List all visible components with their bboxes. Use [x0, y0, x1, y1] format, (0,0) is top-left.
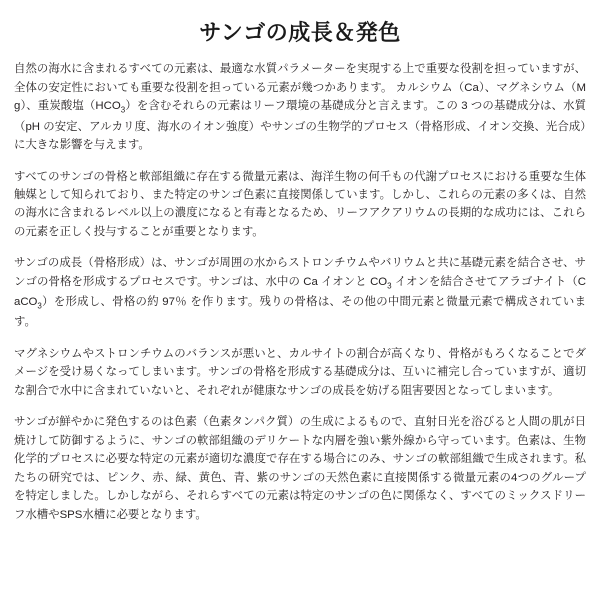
page-title: サンゴの成長＆発色 [199, 20, 401, 45]
paragraph-3: サンゴの成長（骨格形成）は、サンゴが周囲の水からストロンチウムやバリウムと共に基礎元素を結合させ、サンゴの骨格を形成するプロセスです。サンゴは、水中の Ca イオンと $CO_3$ イオンを結合させてアラゴナイト（CaCO$_3$）を形成し、骨格の約 97％ を作ります。残りの骨格は、その他の中間元素と微量元素で構成されています。 [14, 257, 586, 329]
paragraph-2: すべてのサンゴの骨格と軟部組織に存在する微量元素は、海洋生物の何千もの代謝プロセスにおける重要な生体触媒として知られており、また特定のサンゴ色素に直接関係しています。しかし、これらの元素の多くは、自然の海水に含まれるレベル以上の濃度になると有毒となるため、リーフアクアリウムの長期的な成功には、これらの元素を正しく投与することが重要となります。 [14, 170, 586, 238]
paragraph-5: サンゴが鮮やかに発色するのは色素（色素タンパク質）の生成によるもので、直射日光を浴びると人間の肌が日焼けして防御するように、サンゴの軟部組織のデリケートな内層を強い紫外線から守っています。色素は、生物化学的プロセスに必要な特定の元素が適切な濃度で存在する場合にのみ、サンゴの軟部組織で生成されます。私たちの研究では、ピンク、赤、緑、黄色、青、紫のサンゴの天然色素に直接関係する微量元素の4つのグループを特定しました。しかしながら、それらすべての元素は特定のサンゴの色に関係なく、すべてのミックスドリーフ水槽やSPS水槽に必要となります。 [14, 416, 586, 521]
paragraph-4: マグネシウムやストロンチウムのバランスが悪いと、カルサイトの割合が高くなり、骨格がもろくなることでダメージを受け易くなってしまいます。サンゴの骨格を形成する基礎成分は、互いに補完し合っていますが、適切な割合で水中に含まれていないと、それぞれが健康なサンゴの成長を妨げる阻害要因となってしまいます。 [14, 347, 586, 397]
paragraph-1: 自然の海水に含まれるすべての元素は、最適な水質パラメーターを実現する上で重要な役割を担っていますが、全体の安定性においても重要な役割を担っている元素が幾つかあります。 カルシウム（Ca）、マグネシウム（Mg）、重炭酸塩$(HCO_3)$を含むそれらの元素はリーフ環境の基礎成分と言えます。この 3 つの基礎成分は、水質（pH の安定、アルカリ度、海水のイオン強度）やサンゴの生物学的プロセス（骨格形成、イオン交換、光合成）に大きな影響を与えます。 [14, 63, 586, 152]
